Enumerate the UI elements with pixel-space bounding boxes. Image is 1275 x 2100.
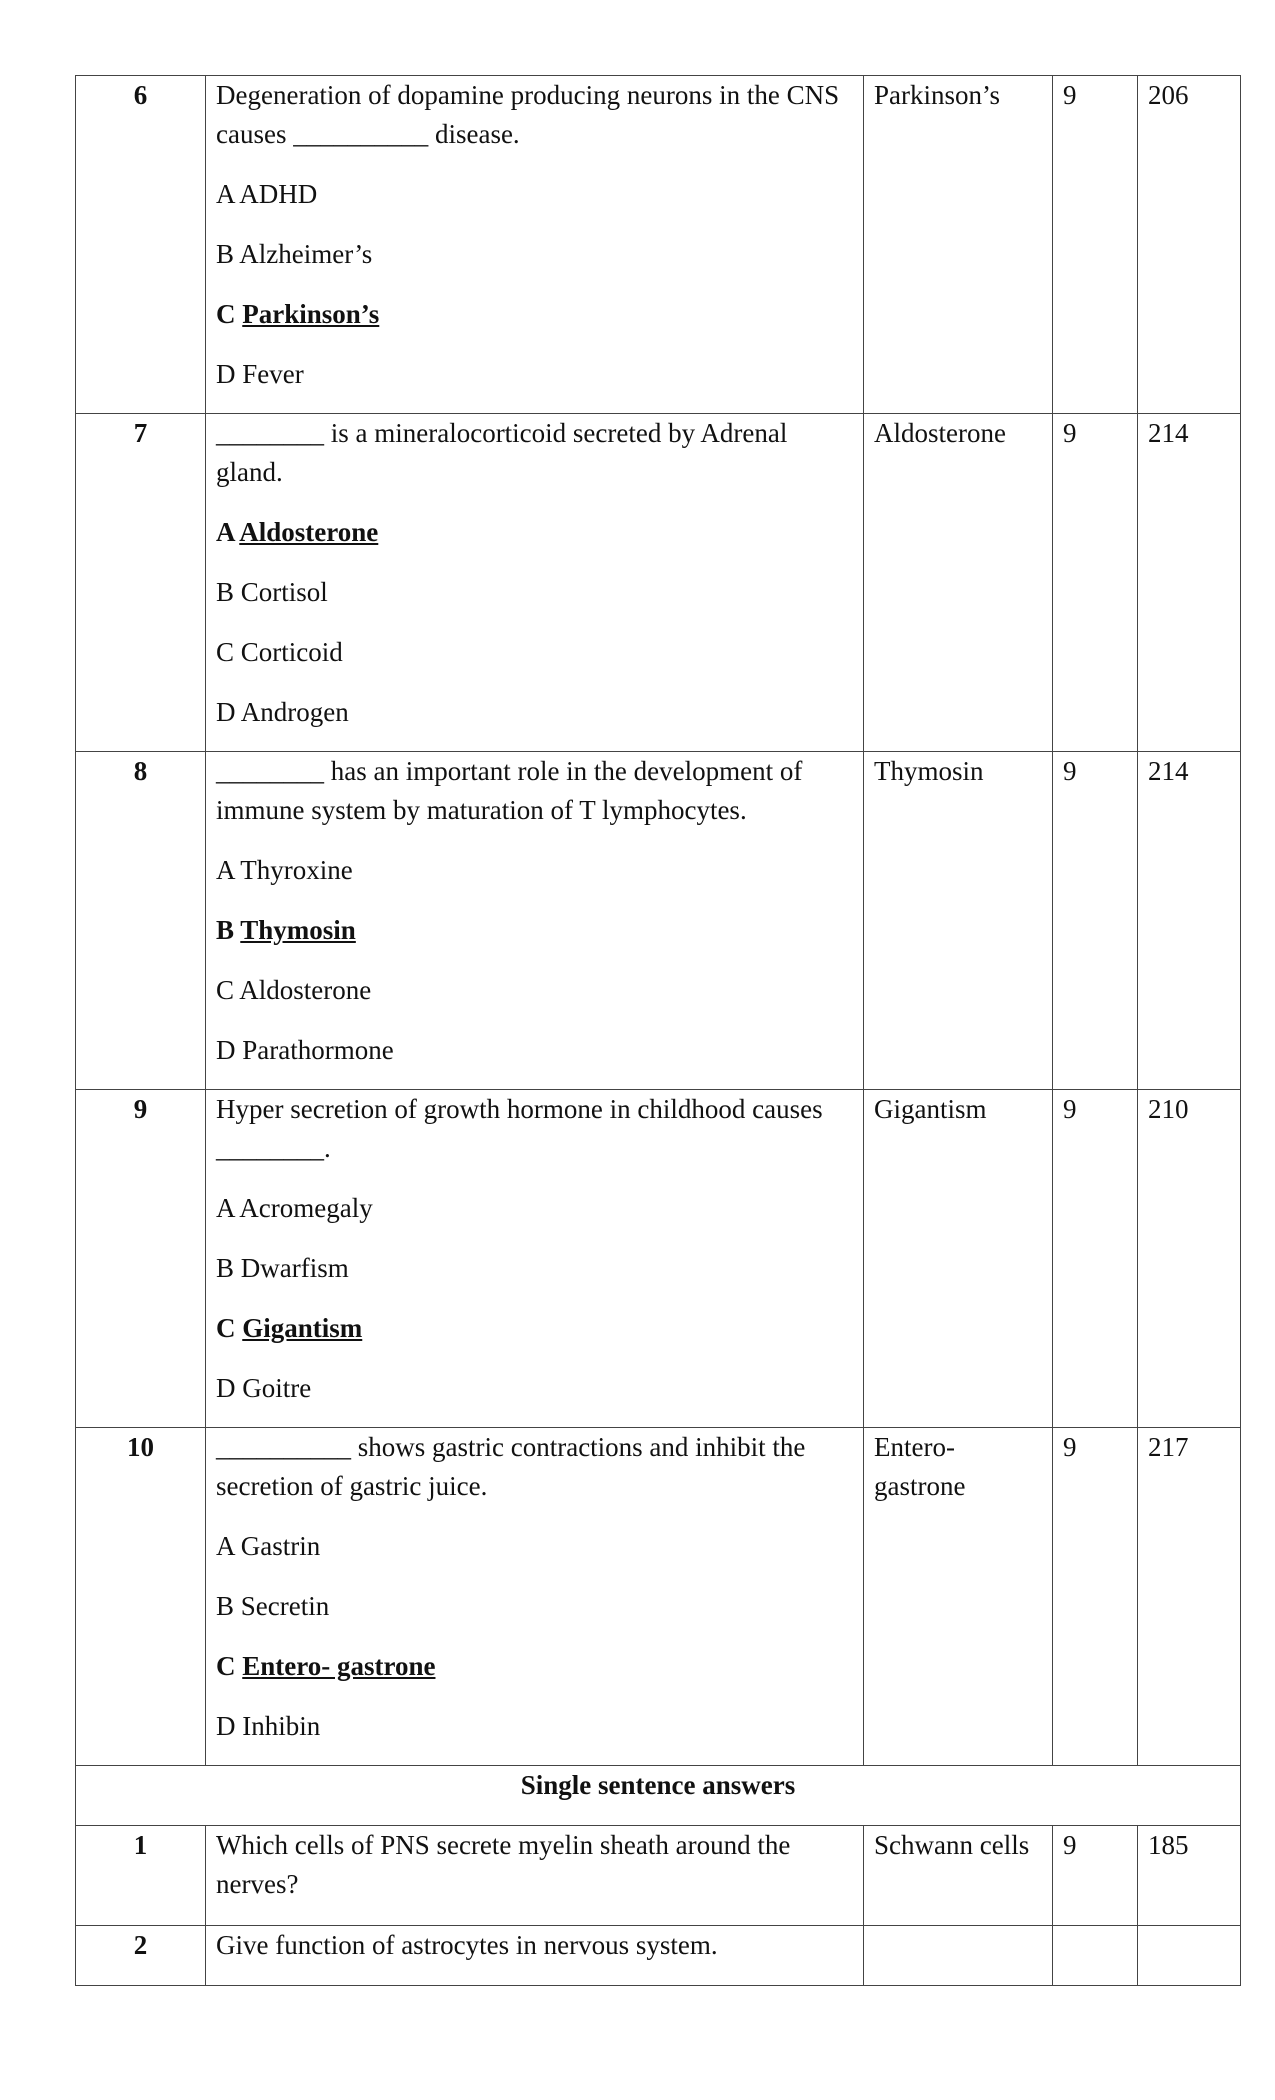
question-number: 10	[76, 1428, 206, 1766]
question-text: Give function of astrocytes in nervous system.	[206, 1926, 864, 1986]
page-cell: 185	[1138, 1826, 1241, 1926]
question-cell	[206, 1428, 864, 1766]
answer-cell: Aldosterone	[864, 414, 1053, 752]
answer-cell: Gigantism	[864, 1090, 1053, 1428]
mcq-row	[76, 1090, 1241, 1428]
answer-cell: Schwann cells	[864, 1826, 1053, 1926]
chapter-cell: 9	[1053, 1826, 1138, 1926]
question-cell	[206, 414, 864, 752]
page-cell: 214	[1138, 752, 1241, 1090]
question-text: Which cells of PNS secrete myelin sheath around the nerves?	[206, 1826, 864, 1926]
option-a: A ADHD	[216, 179, 318, 209]
page-cell: 206	[1138, 76, 1241, 414]
page-cell: 217	[1138, 1428, 1241, 1766]
question-cell	[206, 1090, 864, 1428]
question-number: 8	[76, 752, 206, 1090]
option-d: D Parathormone	[216, 1035, 394, 1065]
question-table	[75, 75, 1241, 1986]
option-b: B Alzheimer’s	[216, 239, 373, 269]
option-a-correct: A Aldosterone	[216, 517, 379, 547]
mcq-row	[76, 1428, 1241, 1766]
mcq-row	[76, 414, 1241, 752]
chapter-cell: 9	[1053, 76, 1138, 414]
option-b: B Dwarfism	[216, 1253, 349, 1283]
option-c-correct: C Parkinson’s	[216, 299, 380, 329]
question-number: 9	[76, 1090, 206, 1428]
question-cell	[206, 752, 864, 1090]
mcq-row	[76, 76, 1241, 414]
option-b: B Cortisol	[216, 577, 328, 607]
chapter-cell: 9	[1053, 1428, 1138, 1766]
question-text: ________ is a mineralocorticoid secreted by Adrenal gland.	[216, 418, 788, 487]
question-text: Degeneration of dopamine producing neurons in the CNS causes __________ disease.	[216, 80, 840, 149]
option-d: D Goitre	[216, 1373, 312, 1403]
question-cell	[206, 76, 864, 414]
page-cell: 210	[1138, 1090, 1241, 1428]
question-number: 2	[76, 1926, 206, 1986]
option-d: D Androgen	[216, 697, 349, 727]
option-b-correct: B Thymosin	[216, 915, 356, 945]
option-a: A Thyroxine	[216, 855, 353, 885]
question-text: __________ shows gastric contractions and inhibit the secretion of gastric juice.	[216, 1432, 806, 1501]
section-row	[76, 1766, 1241, 1826]
option-c-correct: C Gigantism	[216, 1313, 363, 1343]
chapter-cell: 9	[1053, 414, 1138, 752]
answer-cell	[864, 1926, 1053, 1986]
option-c: C Aldosterone	[216, 975, 372, 1005]
question-text: Hyper secretion of growth hormone in childhood causes ________.	[216, 1094, 823, 1163]
option-b: B Secretin	[216, 1591, 330, 1621]
question-text: ________ has an important role in the development of immune system by maturation of T lymphocytes.	[216, 756, 803, 825]
short-answer-row	[76, 1926, 1241, 1986]
chapter-cell	[1053, 1926, 1138, 1986]
question-number: 1	[76, 1826, 206, 1926]
answer-cell: Parkinson’s	[864, 76, 1053, 414]
answer-cell: Thymosin	[864, 752, 1053, 1090]
answer-cell: Entero- gastrone	[864, 1428, 1053, 1766]
chapter-cell: 9	[1053, 1090, 1138, 1428]
page-cell: 214	[1138, 414, 1241, 752]
option-d: D Inhibin	[216, 1711, 321, 1741]
option-a: A Gastrin	[216, 1531, 321, 1561]
option-c-correct: C Entero- gastrone	[216, 1651, 436, 1681]
option-a: A Acromegaly	[216, 1193, 373, 1223]
short-answer-row	[76, 1826, 1241, 1926]
section-title: Single sentence answers	[76, 1766, 1241, 1826]
question-number: 6	[76, 76, 206, 414]
mcq-row	[76, 752, 1241, 1090]
option-d: D Fever	[216, 359, 304, 389]
question-number: 7	[76, 414, 206, 752]
option-c: C Corticoid	[216, 637, 343, 667]
page-cell	[1138, 1926, 1241, 1986]
chapter-cell: 9	[1053, 752, 1138, 1090]
